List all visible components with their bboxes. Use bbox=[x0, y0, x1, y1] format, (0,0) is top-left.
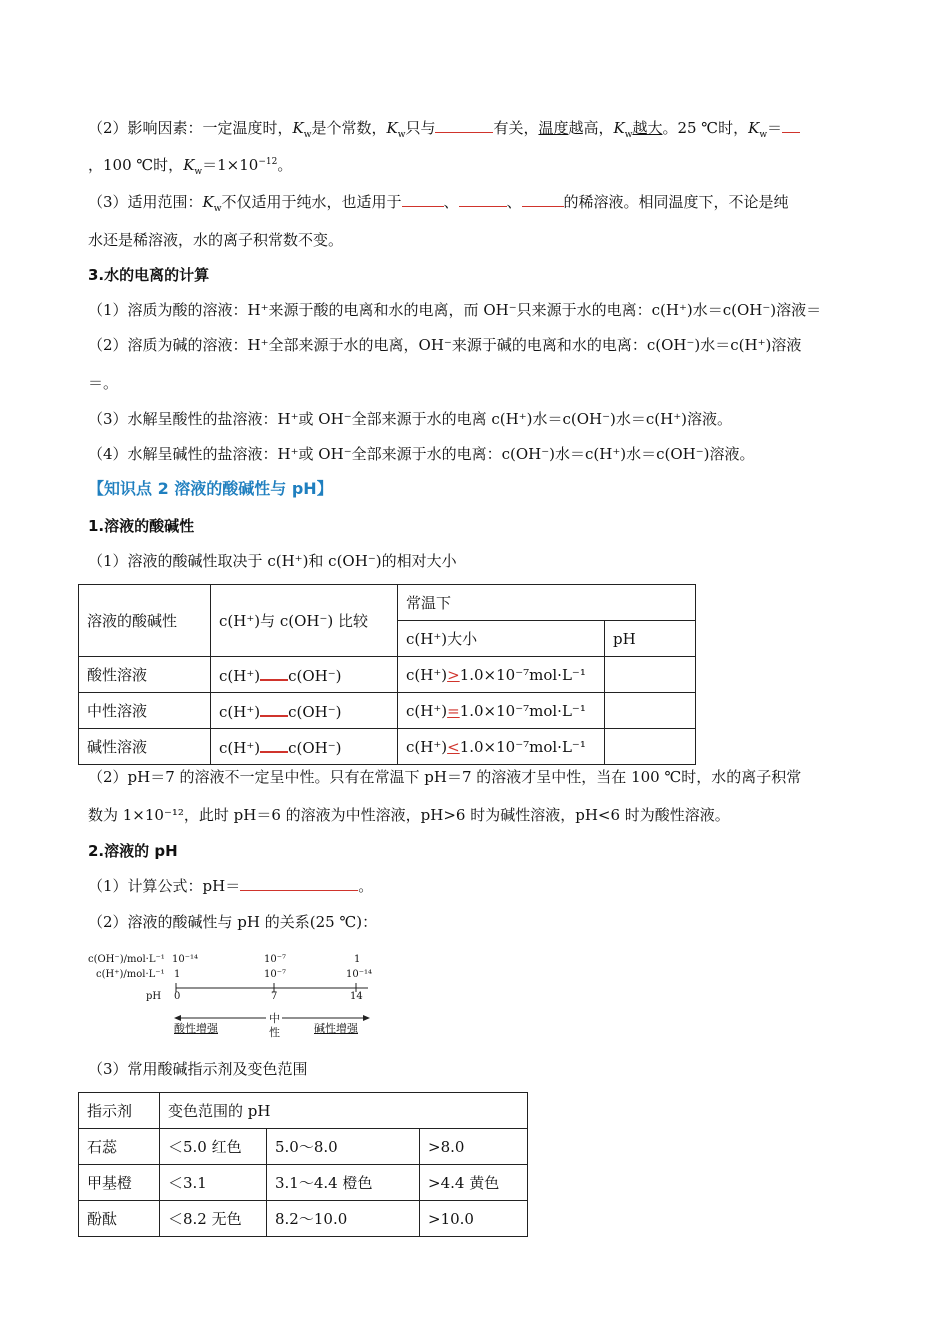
ph-formula bbox=[88, 876, 373, 896]
text: 温度 bbox=[538, 119, 569, 137]
acid-increase-label: 酸性增强 bbox=[174, 1022, 218, 1035]
table-cell bbox=[211, 657, 398, 693]
h-label: c(H⁺)/mol·L⁻¹ bbox=[96, 969, 165, 980]
neutral-label: 中 bbox=[269, 1012, 280, 1025]
text: 。 bbox=[358, 877, 374, 895]
section-heading: 3.水的电离的计算 bbox=[88, 266, 210, 284]
fill-blank[interactable] bbox=[260, 737, 288, 753]
ph-value: 7 bbox=[271, 991, 278, 1002]
text: （2）影响因素：一定温度时， bbox=[88, 119, 293, 137]
text: c(H⁺) bbox=[406, 665, 448, 684]
text: c(H⁺) bbox=[406, 701, 448, 720]
scope-line2: 水还是稀溶液，水的离子积常数不变。 bbox=[88, 231, 344, 249]
ph-relation-intro: （2）溶液的酸碱性与 pH 的关系(25 ℃)： bbox=[88, 913, 378, 931]
fill-blank[interactable] bbox=[435, 118, 493, 133]
text: 、 bbox=[506, 193, 522, 211]
calc-item-4: （4）水解呈碱性的盐溶液：H⁺或 OH⁻全部来源于水的电离：c(OH⁻)水＝c(H⁺)水＝c(OH⁻)溶液。 bbox=[88, 445, 755, 463]
table-header: pH bbox=[605, 621, 696, 657]
answer: < bbox=[447, 737, 460, 756]
table-cell bbox=[211, 693, 398, 729]
answer: > bbox=[447, 665, 460, 684]
fill-blank[interactable] bbox=[240, 876, 358, 891]
text: （3）适用范围： bbox=[88, 193, 203, 211]
table-row bbox=[79, 1201, 528, 1237]
text: 是个常数， bbox=[311, 119, 387, 137]
acidity-table bbox=[78, 584, 696, 765]
table-cell bbox=[211, 729, 398, 765]
ph7-note-1: （2）pH＝7 的溶液不一定呈中性。只有在常温下 pH＝7 的溶液才呈中性，当在 100 ℃时，水的离子积常 bbox=[88, 768, 802, 786]
fill-blank[interactable] bbox=[402, 192, 444, 207]
table-cell: 5.0～8.0 bbox=[267, 1129, 420, 1165]
table-cell: >8.0 bbox=[420, 1129, 528, 1165]
ph-label: pH bbox=[146, 991, 162, 1002]
table-cell: ＜8.2 无色 bbox=[160, 1201, 267, 1237]
indicator-table bbox=[78, 1092, 528, 1237]
text: 1.0×10⁻⁷mol·L⁻¹ bbox=[459, 701, 586, 720]
table-row bbox=[79, 1165, 528, 1201]
table-cell: ＜5.0 红色 bbox=[160, 1129, 267, 1165]
ph-value: 0 bbox=[174, 991, 181, 1002]
table-cell bbox=[398, 693, 605, 729]
table-row bbox=[79, 729, 696, 765]
fill-blank[interactable] bbox=[782, 118, 800, 133]
text: 1.0×10⁻⁷mol·L⁻¹ bbox=[459, 737, 586, 756]
text: 、 bbox=[443, 193, 459, 211]
table-cell: >10.0 bbox=[420, 1201, 528, 1237]
neutral-label: 性 bbox=[269, 1026, 280, 1039]
table-header: 指示剂 bbox=[79, 1093, 160, 1129]
text: （1）计算公式：pH＝ bbox=[88, 877, 241, 895]
table-cell bbox=[605, 693, 696, 729]
text: 只与 bbox=[405, 119, 436, 137]
influence-factors-line1: （2）影响因素：一定温度时，$K_w$是个常数，$K_w$只与 有关，温度越高，$K_w$越大。25 ℃时，$K_w=$ bbox=[88, 118, 800, 138]
table-cell: 甲基橙 bbox=[79, 1165, 160, 1201]
table-header: 常温下 bbox=[398, 585, 696, 621]
text: 。25 ℃时， bbox=[662, 119, 749, 137]
text: 不仅适用于纯水，也适用于 bbox=[221, 193, 402, 211]
calc-item-2: （2）溶质为碱的溶液：H⁺全部来源于水的电离，OH⁻来源于碱的电离和水的电离：c(OH⁻)水＝c(H⁺)溶液 bbox=[88, 336, 802, 354]
table-cell: 3.1～4.4 橙色 bbox=[267, 1165, 420, 1201]
text: 1.0×10⁻⁷mol·L⁻¹ bbox=[459, 665, 586, 684]
text: c(H⁺) bbox=[219, 738, 261, 757]
calc-item-1: （1）溶质为酸的溶液：H⁺来源于酸的电离和水的电离，而 OH⁻只来源于水的电离：c(H⁺)水＝c(OH⁻)溶液＝ bbox=[88, 301, 822, 319]
table-header: c(H⁺)与 c(OH⁻) 比较 bbox=[211, 585, 398, 657]
text: 有关， bbox=[493, 119, 539, 137]
base-increase-label: 碱性增强 bbox=[314, 1022, 358, 1035]
table-header: c(H⁺)大小 bbox=[398, 621, 605, 657]
table-cell: 8.2～10.0 bbox=[267, 1201, 420, 1237]
table-header: 变色范围的 pH bbox=[160, 1093, 528, 1129]
text: 的稀溶液。相同温度下，不论是纯 bbox=[563, 193, 789, 211]
influence-factors-line2: ，100 ℃时，$K_w=1\times 10^{-12}$。 bbox=[88, 156, 293, 177]
calc-item-3: （3）水解呈酸性的盐溶液：H⁺或 OH⁻全部来源于水的电离 c(H⁺)水＝c(OH⁻)水＝c(H⁺)溶液。 bbox=[88, 410, 732, 428]
table-cell: 酚酞 bbox=[79, 1201, 160, 1237]
table-cell bbox=[605, 729, 696, 765]
indicator-intro: （3）常用酸碱指示剂及变色范围 bbox=[88, 1060, 308, 1078]
table-row bbox=[79, 657, 696, 693]
oh-label: c(OH⁻)/mol·L⁻¹ bbox=[88, 954, 165, 965]
table-cell: 酸性溶液 bbox=[79, 657, 211, 693]
table-cell bbox=[398, 729, 605, 765]
table-cell: 中性溶液 bbox=[79, 693, 211, 729]
knowledge-point-title: 【知识点 2 溶液的酸碱性与 pH】 bbox=[88, 479, 333, 498]
oh-value: 1 bbox=[354, 954, 361, 965]
text: c(OH⁻) bbox=[288, 666, 342, 685]
section-heading: 2.溶液的 pH bbox=[88, 842, 178, 860]
ph7-note-2: 数为 1×10⁻¹²，此时 pH＝6 的溶液为中性溶液，pH>6 时为碱性溶液，pH<6 时为酸性溶液。 bbox=[88, 806, 730, 824]
text: 。 bbox=[277, 156, 293, 174]
fill-blank[interactable] bbox=[459, 192, 507, 207]
table-header: 溶液的酸碱性 bbox=[79, 585, 211, 657]
h-value: 1 bbox=[174, 969, 181, 980]
text: c(H⁺) bbox=[219, 666, 261, 685]
table-row bbox=[79, 1129, 528, 1165]
h-value: 10⁻¹⁴ bbox=[346, 969, 373, 980]
ph-value: 14 bbox=[350, 991, 363, 1002]
ph-scale-diagram bbox=[88, 952, 388, 1042]
scope-line1: （3）适用范围：$K_w$不仅适用于纯水，也适用于 、 、 的稀溶液。相同温度下，不论是纯 bbox=[88, 193, 789, 214]
table-cell bbox=[398, 657, 605, 693]
acidity-intro: （1）溶液的酸碱性取决于 c(H⁺)和 c(OH⁻)的相对大小 bbox=[88, 552, 457, 570]
text: c(H⁺) bbox=[406, 737, 448, 756]
fill-blank[interactable] bbox=[260, 701, 288, 717]
table-cell bbox=[605, 657, 696, 693]
table-cell: 石蕊 bbox=[79, 1129, 160, 1165]
answer: = bbox=[447, 701, 460, 720]
text: ＝1×10 bbox=[202, 156, 259, 174]
oh-value: 10⁻⁷ bbox=[264, 954, 287, 965]
text: c(OH⁻) bbox=[288, 702, 342, 721]
calc-item-2b: ＝。 bbox=[88, 374, 119, 392]
fill-blank[interactable] bbox=[260, 665, 288, 681]
table-cell: 碱性溶液 bbox=[79, 729, 211, 765]
table-row bbox=[79, 693, 696, 729]
text: c(H⁺) bbox=[219, 702, 261, 721]
table-cell: >4.4 黄色 bbox=[420, 1165, 528, 1201]
text: 越大 bbox=[632, 119, 663, 137]
h-value: 10⁻⁷ bbox=[264, 969, 287, 980]
text: c(OH⁻) bbox=[288, 738, 342, 757]
section-heading: 1.溶液的酸碱性 bbox=[88, 517, 195, 535]
fill-blank[interactable] bbox=[522, 192, 564, 207]
oh-value: 10⁻¹⁴ bbox=[172, 954, 199, 965]
text: 越高， bbox=[568, 119, 614, 137]
text: ＝ bbox=[767, 119, 783, 137]
text: ，100 ℃时， bbox=[88, 156, 184, 174]
table-cell: ＜3.1 bbox=[160, 1165, 267, 1201]
